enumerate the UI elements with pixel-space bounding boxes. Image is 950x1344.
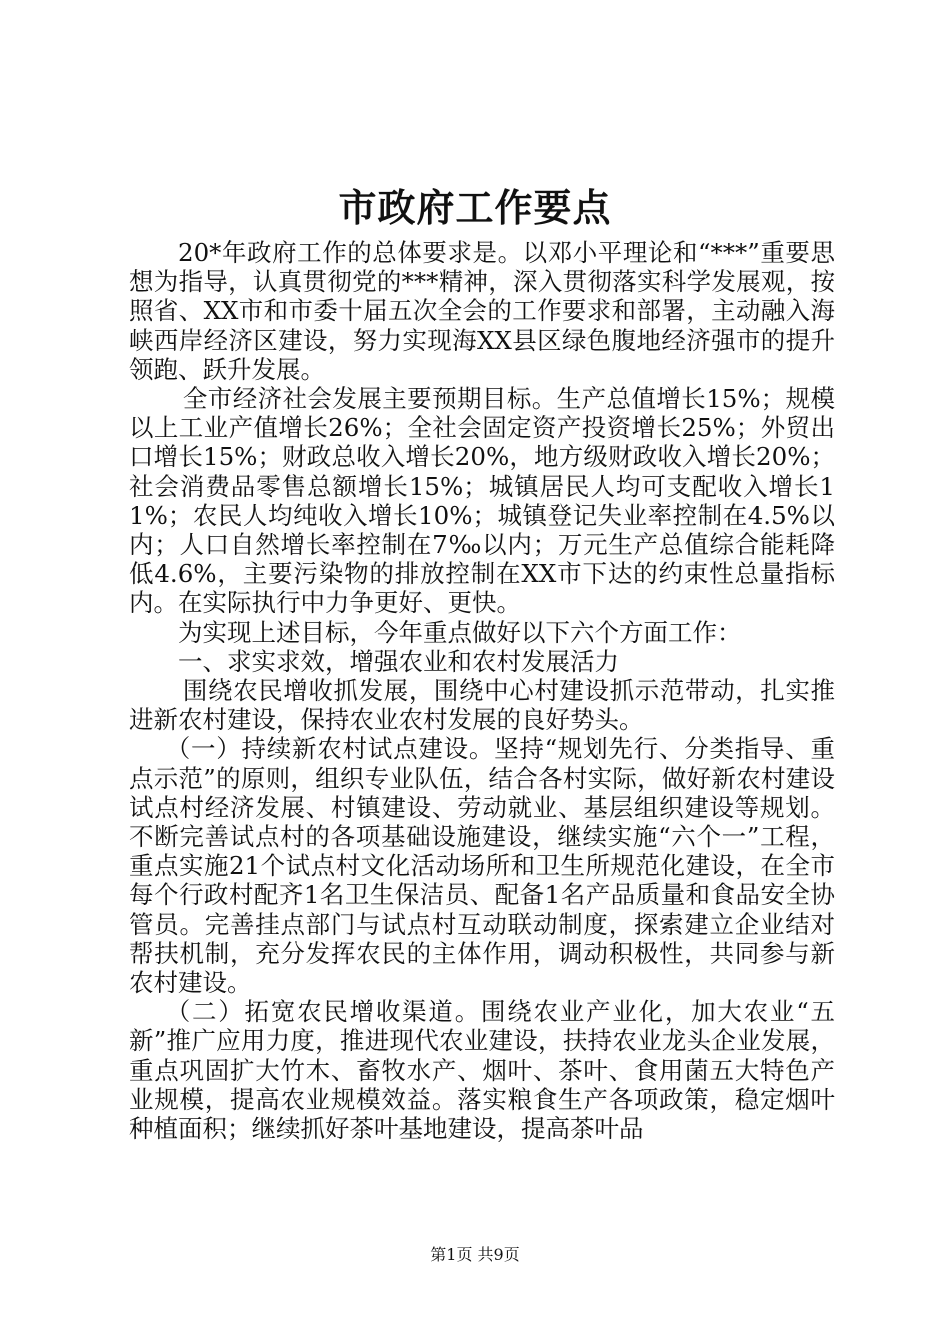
body-paragraph: 为实现上述目标，今年重点做好以下六个方面工作： [178,617,742,647]
body-paragraph: 一、求实求效，增强农业和农村发展活力 [178,646,619,676]
body-paragraph: （一）持续新农村试点建设。坚持“规划先行、分类指导、重点示范”的原则，组织专业队伍，结合各村实际，做好新农村建设试点村经济发展、村镇建设、劳动就业、基层组织建设等规划。不断完善试点村的各项基础设施建设，继续实施“六个一”工程，重点实施21个试点村文化活动场所和卫生所规范化建设，在全市每个行政村配齐1名卫生保洁员、配备1名产品质量和食品安全协管员。完善挂点部门与试点村互动联动制度，探索建立企业结对帮扶机制，充分发挥农民的主体作用，调动积极性，共同参与新农村建设。 [129,734,835,998]
body-paragraph: 20*年政府工作的总体要求是。以邓小平理论和“***”重要思想为指导，认真贯彻党的***精神，深入贯彻落实科学发展观，按照省、XX市和市委十届五次全会的工作要求和部署，主动融入海峡西岸经济区建设，努力实现海XX县区绿色腹地经济强市的提升领跑、跃升发展。 [129,238,835,384]
body-paragraph: 全市经济社会发展主要预期目标。生产总值增长15%；规模以上工业产值增长26%；全社会固定资产投资增长25%；外贸出口增长15%；财政总收入增长20%，地方级财政收入增长20%；社会消费品零售总额增长15%；城镇居民人均可支配收入增长11%；农民人均纯收入增长10%；城镇登记失业率控制在4.5%以内；人口自然增长率控制在7‰以内；万元生产总值综合能耗降低4.6%，主要污染物的排放控制在XX市下达的约束性总量指标内。在实际执行中力争更好、更快。 [129,384,835,618]
body-paragraph: 围绕农民增收抓发展，围绕中心村建设抓示范带动，扎实推进新农村建设，保持农业农村发展的良好势头。 [129,676,835,735]
page-footer: 第1页 共9页 [430,1245,520,1264]
document-title: 市政府工作要点 [338,185,612,230]
document-body [129,238,835,1143]
body-paragraph: （二）拓宽农民增收渠道。围绕农业产业化，加大农业“五新”推广应用力度，推进现代农业建设，扶持农业龙头企业发展，重点巩固扩大竹木、畜牧水产、烟叶、茶叶、食用菌五大特色产业规模，提高农业规模效益。落实粮食生产各项政策，稳定烟叶种植面积；继续抓好茶叶基地建设，提高茶叶品 [129,997,835,1144]
